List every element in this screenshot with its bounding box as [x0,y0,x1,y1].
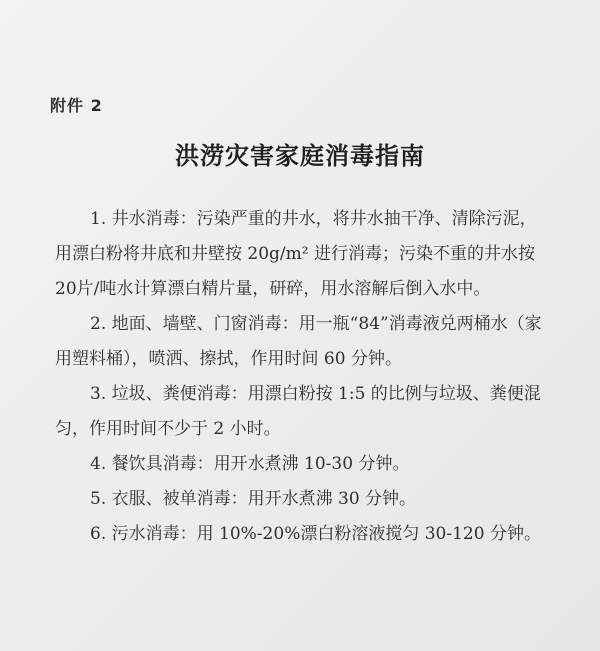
item-3-line-2: 匀，作用时间不少于 2 小时。 [55,419,281,439]
item-1-line-1: 1. 井水消毒：污染严重的井水，将井水抽干净、清除污泥， [90,209,537,229]
item-4-line-1: 4. 餐饮具消毒：用开水煮沸 10-30 分钟。 [90,454,410,474]
item-1-line-2: 用漂白粉将井底和井壁按 20g/m² 进行消毒；污染不重的井水按 [55,244,535,264]
document-title: 洪涝灾害家庭消毒指南 [175,142,425,170]
item-3-line-1: 3. 垃圾、粪便消毒：用漂白粉按 1:5 的比例与垃圾、粪便混 [90,384,541,404]
item-2-line-1: 2. 地面、墙壁、门窗消毒：用一瓶“84”消毒液兑两桶水（家 [90,314,542,334]
item-6-line-1: 6. 污水消毒：用 10%-20%漂白粉溶液搅匀 30-120 分钟。 [90,524,541,544]
item-5-line-1: 5. 衣服、被单消毒：用开水煮沸 30 分钟。 [90,489,417,509]
item-2-line-2: 用塑料桶），喷洒、擦拭，作用时间 60 分钟。 [55,349,402,369]
item-1-line-3: 20片/吨水计算漂白精片量，研碎，用水溶解后倒入水中。 [55,279,491,299]
attachment-label: 附件 2 [50,96,103,115]
